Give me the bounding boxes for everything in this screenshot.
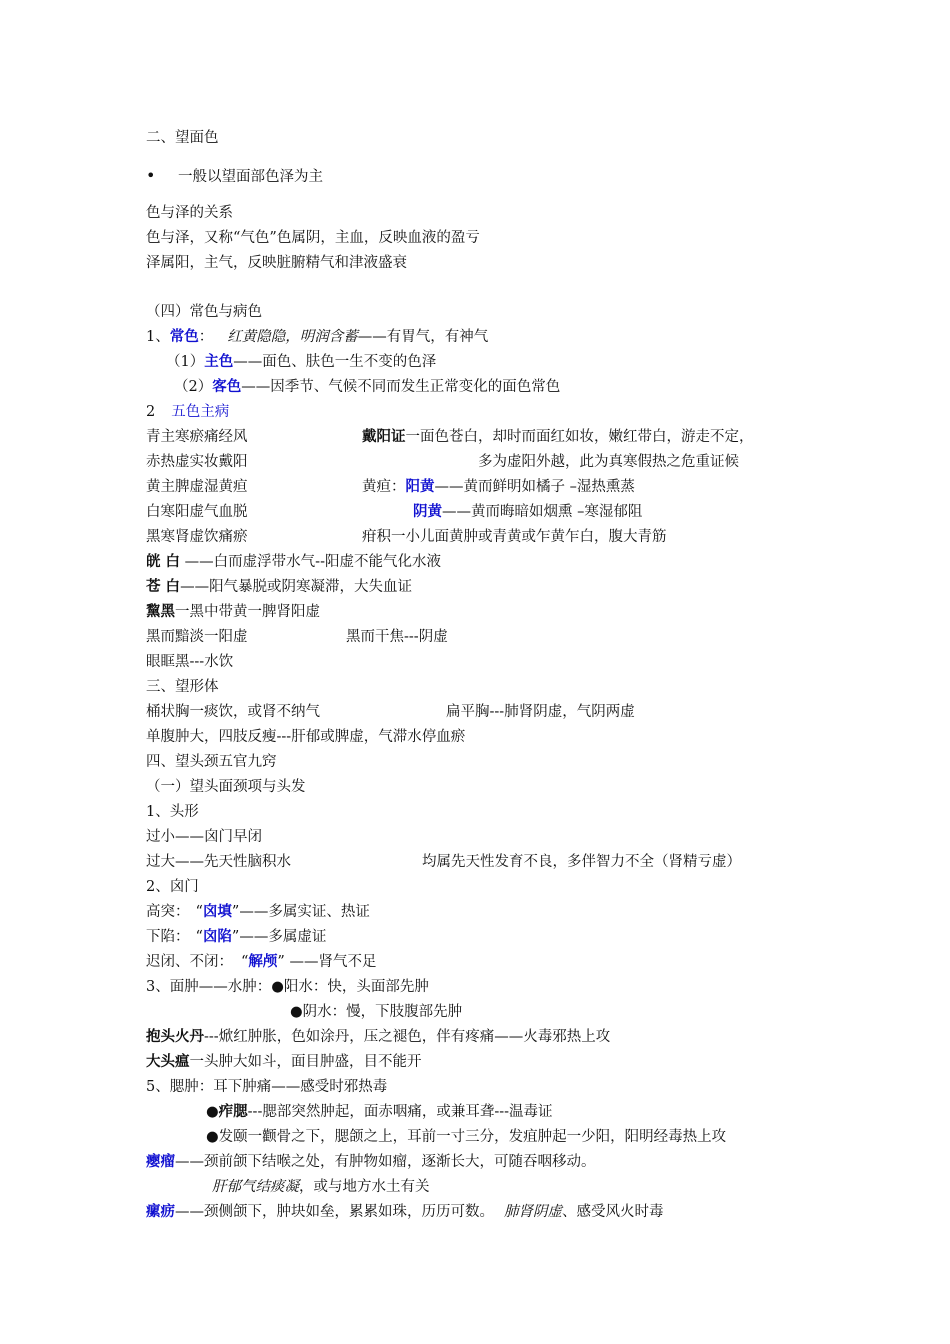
pale-desc: ——阳气暴脱或阴寒凝滞，大失血证 bbox=[180, 579, 413, 595]
pale-line bbox=[146, 577, 412, 597]
malnutrition-line: 疳积一小儿面黄肿或青黄或乍黄乍白，腹大青筋 bbox=[362, 529, 667, 545]
term-pale-bright: 㿠 白 bbox=[146, 553, 181, 570]
yang-jaundice-line bbox=[362, 477, 635, 497]
item-number: 1、 bbox=[146, 329, 170, 345]
five-colors-item: 黄主脾虚湿黄疸 bbox=[146, 479, 248, 495]
term-scrofula: 瘰疬 bbox=[146, 1203, 175, 1220]
eye-socket-black-text: 眼眶黑---水饮 bbox=[146, 654, 234, 670]
abdominal-swelling-text: 单腹肿大，四肢反瘦---肝郁或脾虚，气滞水停血瘀 bbox=[146, 729, 466, 745]
normal-color-line bbox=[146, 327, 488, 347]
bullet-dot: ● bbox=[290, 1004, 303, 1020]
erysipelas-line bbox=[146, 1027, 610, 1047]
main-color-line bbox=[166, 352, 436, 372]
normal-color-desc: 红黄隐隐，明润含蓄 bbox=[227, 329, 358, 345]
scrofula-cause: 肺肾阴虚 bbox=[504, 1204, 562, 1220]
fontanelle-sunken-line bbox=[146, 927, 326, 947]
term-yin-jaundice: 阴黄 bbox=[413, 503, 442, 520]
face-swelling-head: 3、面肿——水肿： bbox=[146, 979, 272, 995]
term-head-erysipelas: 抱头火丹 bbox=[146, 1028, 204, 1045]
dark-black-line bbox=[146, 602, 320, 622]
normal-color-rest: ——有胃气，有神气 bbox=[357, 329, 489, 345]
dai-yang-line-2: 多为虚阳外越，此为真寒假热之危重证候 bbox=[478, 454, 739, 470]
goiter-cause-rest: ，或与地方水土有关 bbox=[299, 1179, 430, 1195]
guest-color-rest: ——因季节、气候不同而发生正常变化的面色常色 bbox=[241, 379, 561, 395]
item-number: （1） bbox=[166, 354, 205, 370]
subsection-title-head-face: （一）望头面颈项与头发 bbox=[146, 779, 306, 795]
term-yang-jaundice: 阳黄 bbox=[405, 478, 435, 495]
quote-close: ” bbox=[231, 904, 240, 920]
term-open-skull: 解颅 bbox=[248, 953, 278, 970]
term-big-head-plague: 大头瘟 bbox=[146, 1053, 190, 1070]
quote-open: “ bbox=[241, 954, 249, 970]
suppurative-parotitis-line bbox=[206, 1127, 726, 1147]
scrofula-cause-rest: 、感受风火时毒 bbox=[562, 1204, 664, 1220]
head-too-large: 过大——先天性脑积水 bbox=[146, 854, 291, 870]
term-fontanelle-bulging: 囟填 bbox=[202, 903, 232, 920]
five-colors-item: 赤热虚实妆戴阳 bbox=[146, 454, 248, 470]
relation-line-2: 泽属阳，主气，反映脏腑精气和津液盛衰 bbox=[146, 255, 407, 271]
yin-edema-line bbox=[290, 1002, 462, 1022]
fontanelle-bulging-line bbox=[146, 902, 370, 922]
goiter-cause-line bbox=[212, 1177, 430, 1197]
bullet-dot: ● bbox=[206, 1104, 219, 1120]
head-shape-note: 均属先天性发育不良，多伴智力不全（肾精亏虚） bbox=[422, 854, 741, 870]
dai-yang-line bbox=[362, 427, 754, 447]
guest-color-line bbox=[174, 377, 560, 397]
label: 迟闭、不闭： bbox=[146, 954, 233, 970]
mumps-line bbox=[206, 1102, 553, 1122]
term-normal-color: 常色 bbox=[169, 328, 199, 345]
term-guest-color: 客色 bbox=[212, 378, 242, 395]
item-number: （2） bbox=[174, 379, 213, 395]
yin-jaundice-desc: ——黄而晦暗如烟熏 –寒湿郁阻 bbox=[442, 504, 643, 520]
head-too-small: 过小——囟门早闭 bbox=[146, 829, 262, 845]
bullet-text: 一般以望面部色泽为主 bbox=[178, 169, 323, 185]
section-title-body-shape: 三、望形体 bbox=[146, 679, 219, 695]
cheek-swelling-title: 5、腮肿：耳下肿痛——感受时邪热毒 bbox=[146, 1079, 388, 1095]
black-dull-text: 黑而黯淡一阳虚 bbox=[146, 629, 248, 645]
quote-close: ” bbox=[231, 929, 240, 945]
dark-black-desc: 一黑中带黄一脾肾阳虚 bbox=[175, 604, 320, 620]
yin-jaundice-line bbox=[413, 502, 642, 522]
yang-jaundice-desc: ——黄而鲜明如橘子 –湿热熏蒸 bbox=[434, 479, 635, 495]
suppurative-parotitis-text: 发颐一颧骨之下，腮颌之上，耳前一寸三分，发疽肿起一少阳，阳明经毒热上攻 bbox=[218, 1129, 727, 1145]
scrofula-line bbox=[146, 1202, 664, 1222]
yin-edema-text: 阴水：慢，下肢腹部先肿 bbox=[302, 1004, 463, 1020]
five-colors-title bbox=[146, 402, 229, 422]
desc: ——肾气不足 bbox=[284, 954, 377, 970]
five-colors-item: 青主寒瘀痛经风 bbox=[146, 429, 248, 445]
bullet-dot: ● bbox=[206, 1129, 219, 1145]
quote-open: “ bbox=[195, 929, 203, 945]
flat-chest-text: 扁平胸---肺肾阴虚，气阴两虚 bbox=[446, 704, 635, 720]
fontanelle-delayed-line bbox=[146, 952, 376, 972]
erysipelas-desc: ---焮红肿胀，色如涂丹，压之褪色，伴有疼痛——火毒邪热上攻 bbox=[204, 1029, 611, 1045]
term-fontanelle-sunken: 囟陷 bbox=[202, 928, 232, 945]
pale-bright-line bbox=[146, 552, 441, 572]
quote-open: “ bbox=[195, 904, 203, 920]
label: 下陷： bbox=[146, 929, 190, 945]
five-colors-item: 黑寒肾虚饮痛瘀 bbox=[146, 529, 248, 545]
desc: ——多属实证、热证 bbox=[239, 904, 370, 920]
quote-close: ” bbox=[277, 954, 285, 970]
term-dark-black: 黧黑 bbox=[146, 603, 175, 620]
term-pale: 苍 白 bbox=[146, 578, 181, 595]
five-colors-item: 白寒阳虚气血脱 bbox=[146, 504, 248, 520]
term-mumps: 痄腮 bbox=[218, 1103, 248, 1120]
dai-yang-desc: 一面色苍白，却时而面红如妆，嫩红带白，游走不定， bbox=[405, 429, 754, 445]
scrofula-desc: ——颈侧颌下，肿块如垒，累累如珠，历历可数。 bbox=[175, 1204, 494, 1220]
barrel-chest-text: 桶状胸一痰饮，或肾不纳气 bbox=[146, 704, 320, 720]
goiter-desc: ——颈前颌下结喉之处，有肿物如瘤，逐渐长大，可随吞咽移动。 bbox=[175, 1154, 596, 1170]
pale-bright-desc: ——白而虚浮带水气--阳虚不能气化水液 bbox=[180, 554, 441, 570]
term-goiter: 瘿瘤 bbox=[146, 1153, 175, 1170]
fontanelle-title: 2、囟门 bbox=[146, 879, 199, 895]
relation-title: 色与泽的关系 bbox=[146, 205, 233, 221]
main-color-rest: ——面色、肤色一生不变的色泽 bbox=[233, 354, 437, 370]
label: 高突： bbox=[146, 904, 190, 920]
section-title-normal-disease-color: （四）常色与病色 bbox=[146, 304, 262, 320]
term-main-color: 主色 bbox=[204, 353, 234, 370]
bullet-dot: • bbox=[146, 166, 156, 185]
desc: ——多属虚证 bbox=[239, 929, 327, 945]
section-title-head-neck: 四、望头颈五官九窍 bbox=[146, 754, 277, 770]
item-number: 2 bbox=[146, 404, 156, 420]
head-shape-title: 1、头形 bbox=[146, 804, 199, 820]
goiter-line bbox=[146, 1152, 596, 1172]
face-swelling-line bbox=[146, 977, 429, 997]
yang-edema-text: 阳水：快，头面部先肿 bbox=[283, 979, 429, 995]
big-head-plague-desc: 一头肿大如斗，面目肿盛，目不能开 bbox=[189, 1054, 422, 1070]
five-colors-heading: 五色主病 bbox=[171, 404, 230, 420]
mumps-desc: ---腮部突然肿起，面赤咽痛，或兼耳聋---温毒证 bbox=[247, 1104, 553, 1120]
goiter-cause: 肝郁气结痰凝 bbox=[212, 1179, 299, 1195]
section-title-face-color: 二、望面色 bbox=[146, 130, 219, 146]
big-head-plague-line bbox=[146, 1052, 422, 1072]
relation-line-1: 色与泽，又称“气色”色属阴，主血，反映血液的盈亏 bbox=[146, 230, 480, 246]
term-dai-yang: 戴阳证 bbox=[362, 428, 406, 445]
black-dry-text: 黑而干焦---阴虚 bbox=[346, 629, 448, 645]
bullet-dot: ● bbox=[271, 979, 284, 995]
colon: ： bbox=[198, 329, 214, 345]
jaundice-label: 黄疸： bbox=[362, 479, 406, 495]
